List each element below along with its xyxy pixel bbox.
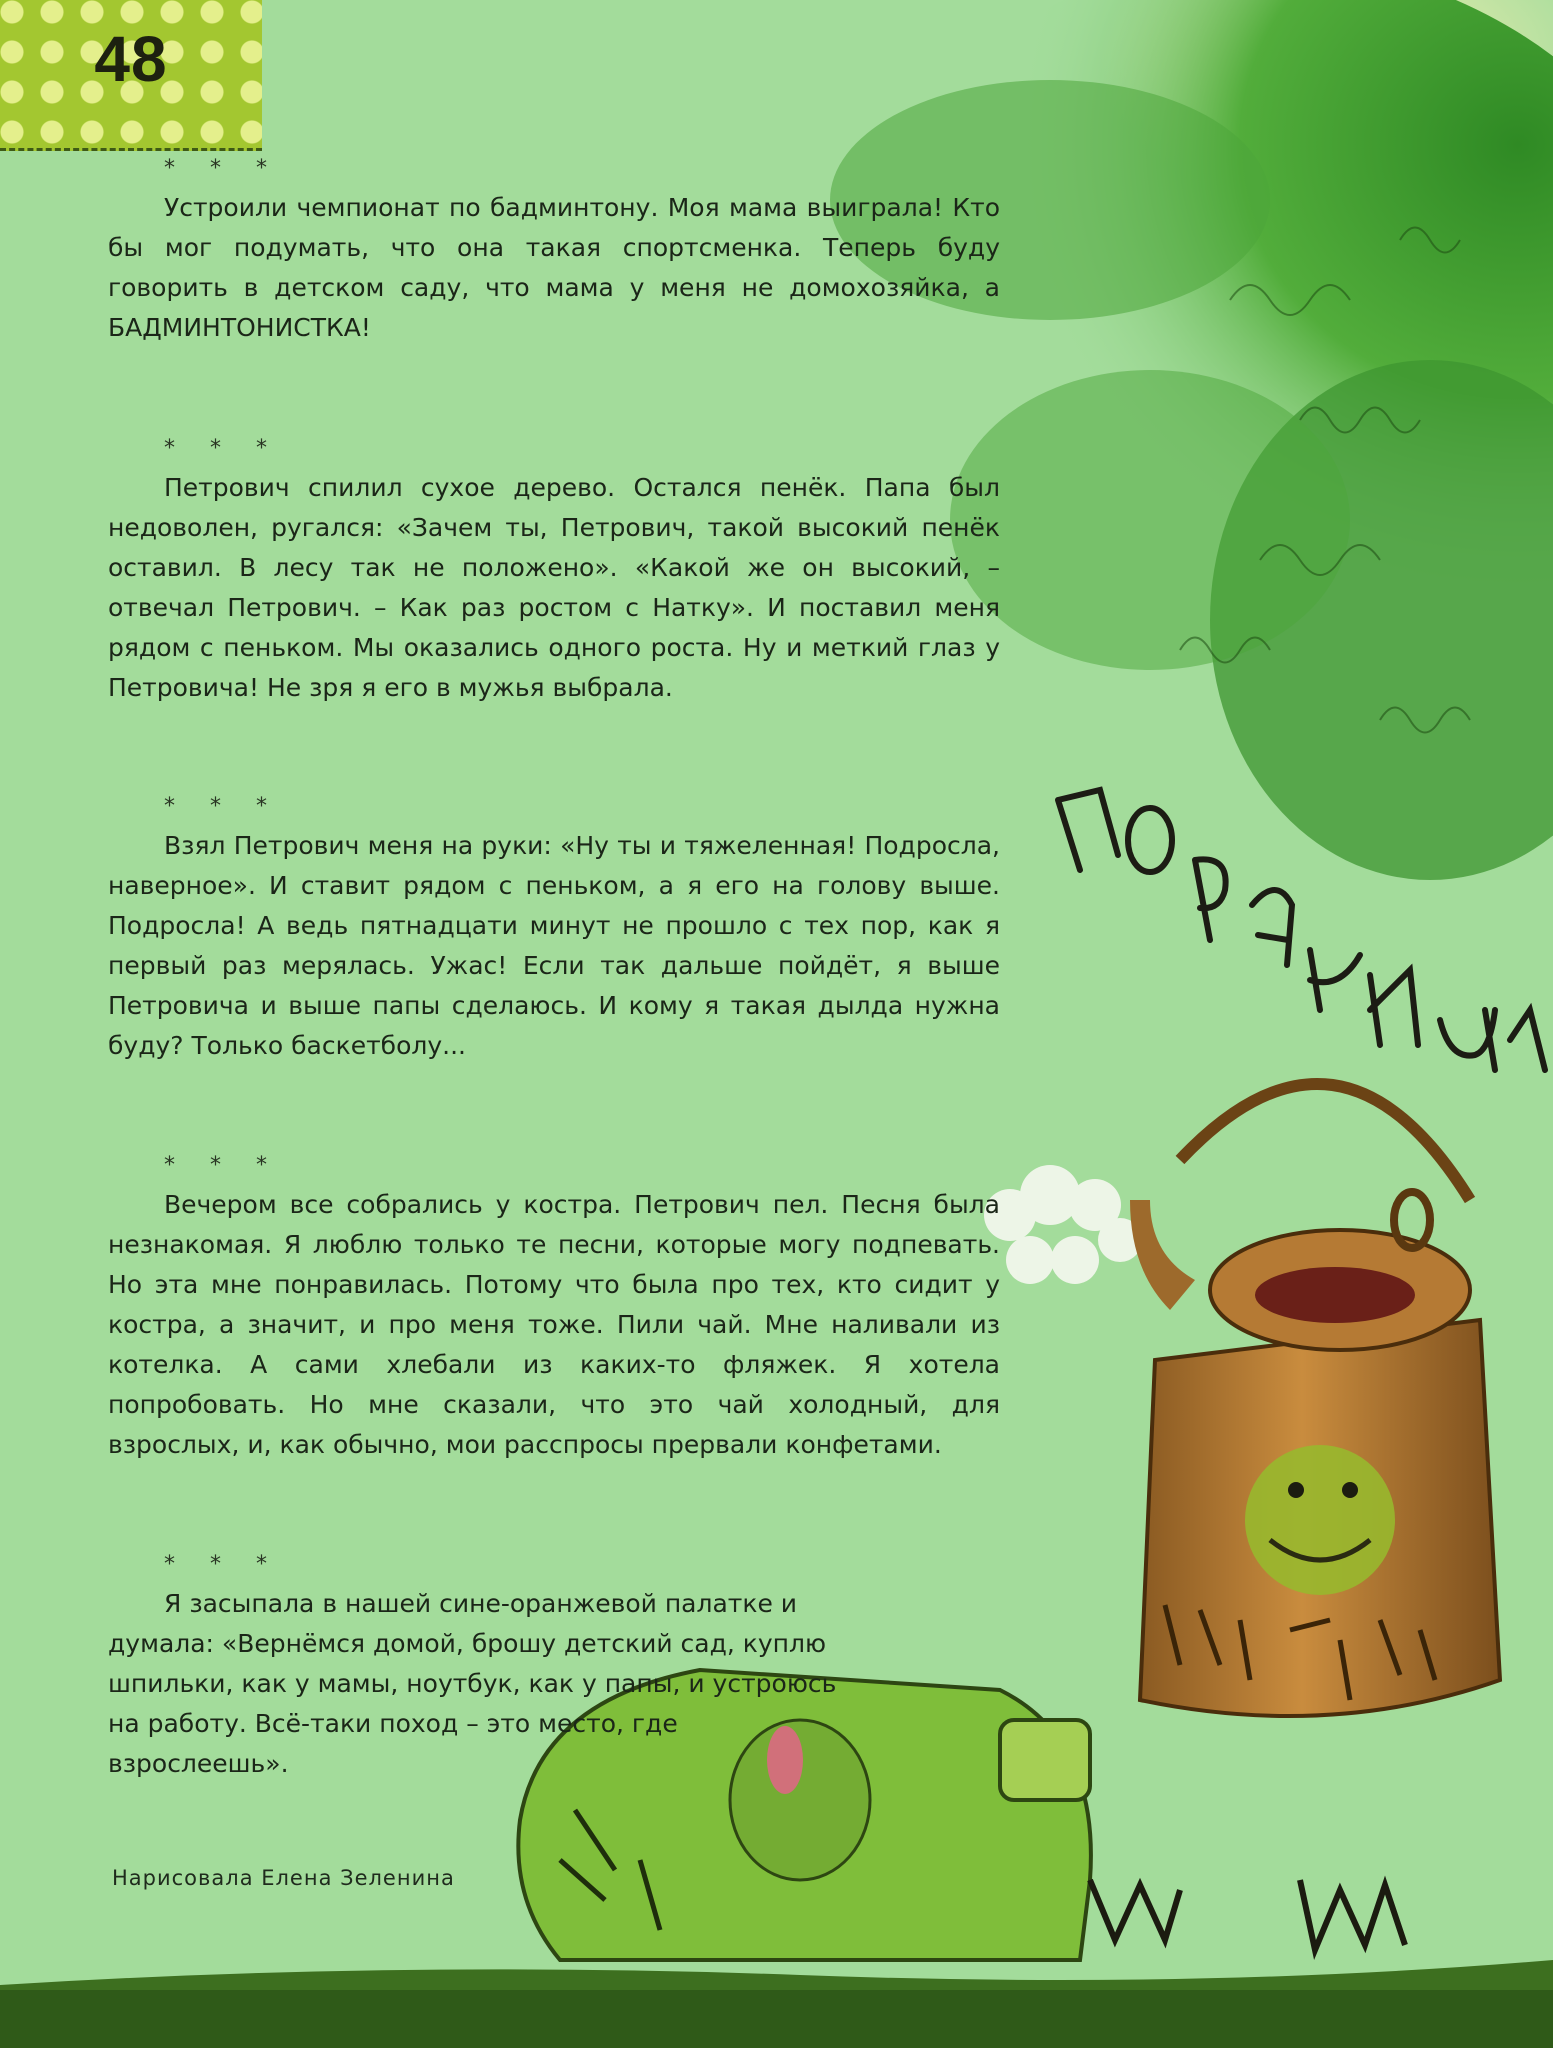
story-text: Петрович спилил сухое дерево. Остался пенёк. Папа был недоволен, ругался: «Зачем ты, Петрович, такой высокий пенёк оставил. В лесу так не положено». «Какой же он высокий, – отвечал Петрович. – Как раз ростом с Натку». И поставил меня рядом с пеньком. Мы оказались одного роста. Ну и меткий глаз у Петровича! Не зря я его в мужья выбрала.: [108, 473, 1000, 702]
section-separator: * * *: [164, 794, 281, 819]
story-height: [108, 796, 1000, 1066]
story-text: Вечером все собрались у костра. Петрович пел. Песня была незнакомая. Я люблю только те песни, которые могу подпевать. Но эта мне понравилась. Потому что была про тех, кто сидит у костра, а значит, и про меня тоже. Пили чай. Мне наливали из котелка. А сами хлебали из каких-то фляжек. Я хотела попробовать. Но мне сказали, что это чай холодный, для взрослых, и, как обычно, мои расспросы прервали конфетами.: [108, 1190, 1000, 1459]
section-separator: * * *: [164, 436, 281, 461]
section-separator: * * *: [164, 1153, 281, 1178]
story-tent: [108, 1554, 848, 1784]
story-text: Я засыпала в нашей сине-оранжевой палатке и думала: «Вернёмся домой, брошу детский сад, куплю шпильки, как у мамы, ноутбук, как у папы, и устроюсь на работу. Всё-таки поход – это место, где взрослеешь».: [108, 1589, 837, 1778]
kettle: [1130, 1084, 1500, 1716]
story-text: Устроили чемпионат по бадминтону. Моя мама выиграла! Кто бы мог подумать, что она такая спортсменка. Теперь буду говорить в детском саду, что мама у меня не домохозяйка, а БАДМИНТОНИСТКА!: [108, 193, 1000, 342]
illustration-credit: Нарисовала Елена Зеленина: [112, 1866, 455, 1890]
page-number: 48: [94, 23, 168, 95]
section-separator: * * *: [164, 156, 281, 181]
section-separator: * * *: [164, 1552, 281, 1577]
page-number-tag: [0, 0, 262, 151]
steam: [984, 1165, 1142, 1284]
story-campfire: [108, 1155, 1000, 1465]
story-stump: [108, 438, 1000, 708]
story-text: Взял Петрович меня на руки: «Ну ты и тяжеленная! Подросла, наверное». И ставит рядом с пеньком, а я его на голову выше. Подросла! А ведь пятнадцати минут не прошло с тех пор, как я первый раз мерялась. Ужас! Если так дальше пойдёт, я выше Петровича и выше папы сделаюсь. И кому я такая дылда нужна буду? Только баскетболу...: [108, 831, 1000, 1060]
story-badminton: [108, 158, 1000, 348]
